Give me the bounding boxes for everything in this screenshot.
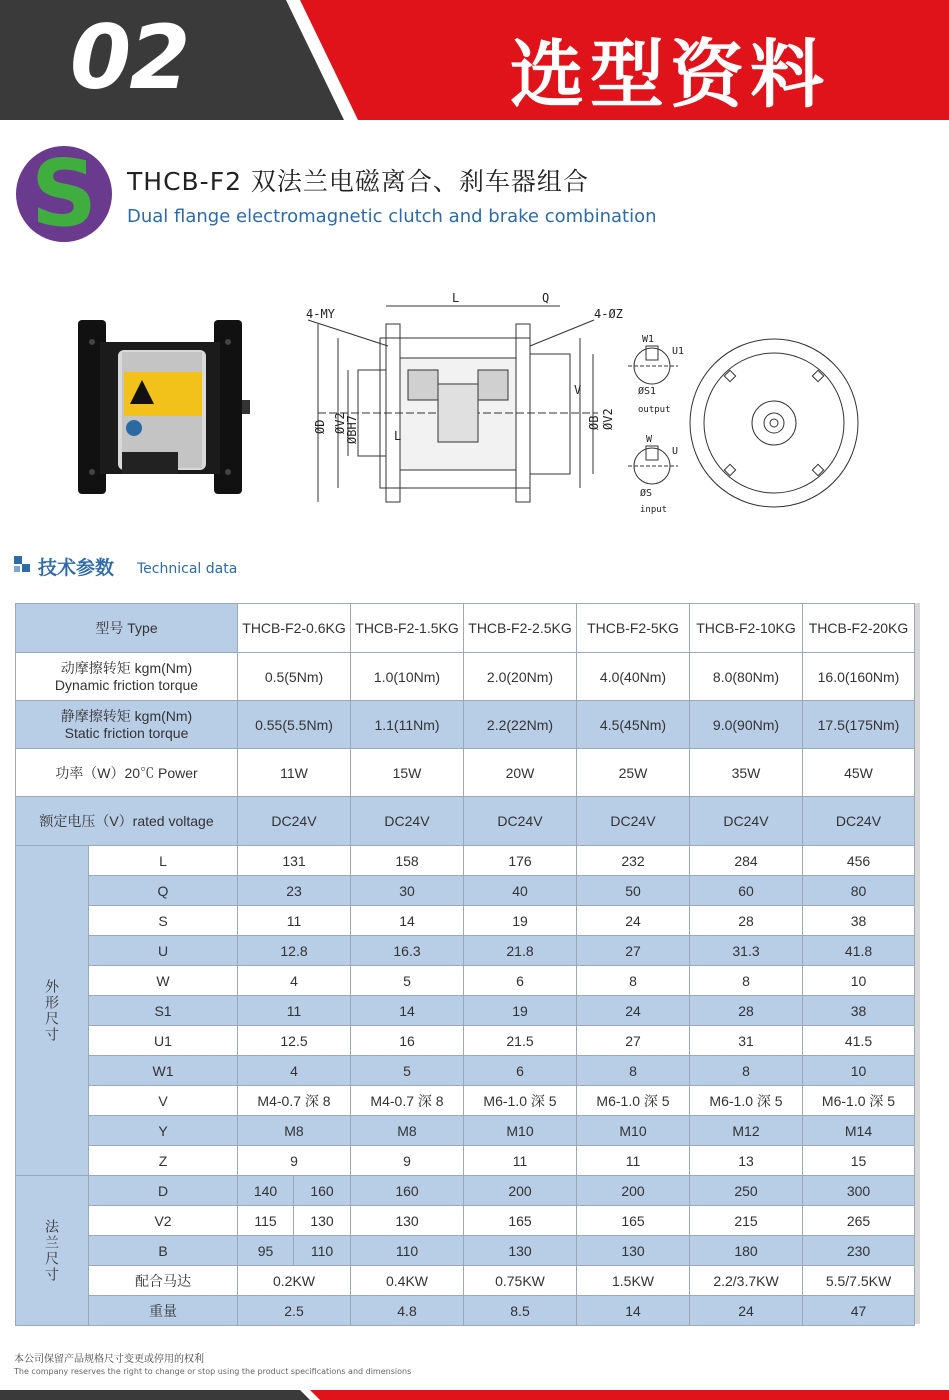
dynamic-torque-row bbox=[16, 653, 915, 701]
table-cell: 165 bbox=[464, 1206, 577, 1236]
table-cell: 0.4KW bbox=[351, 1266, 464, 1296]
table-cell: 19 bbox=[464, 906, 577, 936]
model-cell: THCB-F2-1.5KG bbox=[351, 604, 464, 653]
table-cell: 47 bbox=[803, 1296, 915, 1326]
table-cell: 250 bbox=[690, 1176, 803, 1206]
table-cell: M12 bbox=[690, 1116, 803, 1146]
section-title-cn: 技术参数 bbox=[38, 557, 115, 579]
table-cell: 11W bbox=[238, 749, 351, 797]
table-cell: 60 bbox=[690, 876, 803, 906]
table-cell: 230 bbox=[803, 1236, 915, 1266]
table-cell: 265 bbox=[803, 1206, 915, 1236]
motor-label: 配合马达 bbox=[89, 1266, 238, 1296]
table-cell: 41.5 bbox=[803, 1026, 915, 1056]
table-cell: DC24V bbox=[238, 797, 351, 846]
table-cell: 17.5(175Nm) bbox=[803, 701, 915, 749]
label-U1: U1 bbox=[672, 346, 685, 357]
table-cell: M6-1.0 深 5 bbox=[690, 1086, 803, 1116]
outline-row-W bbox=[16, 966, 915, 996]
table-cell: DC24V bbox=[577, 797, 690, 846]
table-cell: 9 bbox=[351, 1146, 464, 1176]
table-cell: 23 bbox=[238, 876, 351, 906]
label-4-z: 4-ØZ bbox=[594, 307, 623, 321]
label-V: V bbox=[574, 383, 582, 397]
table-cell: 131 bbox=[238, 846, 351, 876]
dim-label: W1 bbox=[89, 1056, 238, 1086]
table-cell: 176 bbox=[464, 846, 577, 876]
table-cell: 25W bbox=[577, 749, 690, 797]
table-cell: 130 bbox=[294, 1206, 351, 1236]
weight-label: 重量 bbox=[89, 1296, 238, 1326]
table-cell: DC24V bbox=[351, 797, 464, 846]
table-cell: 24 bbox=[577, 906, 690, 936]
table-cell: 50 bbox=[577, 876, 690, 906]
dim-label: Z bbox=[89, 1146, 238, 1176]
table-cell: 2.2(22Nm) bbox=[464, 701, 577, 749]
voltage-label: 额定电压（V）rated voltage bbox=[16, 797, 238, 846]
table-cell: 28 bbox=[690, 996, 803, 1026]
table-cell: 1.1(11Nm) bbox=[351, 701, 464, 749]
model-cell: THCB-F2-20KG bbox=[803, 604, 915, 653]
static-torque-label bbox=[16, 701, 238, 749]
table-cell: 6 bbox=[464, 1056, 577, 1086]
label-W: W bbox=[646, 434, 653, 445]
table-cell: 180 bbox=[690, 1236, 803, 1266]
table-cell: 160 bbox=[294, 1176, 351, 1206]
table-cell: 6 bbox=[464, 966, 577, 996]
table-cell: 13 bbox=[690, 1146, 803, 1176]
table-cell: 5.5/7.5KW bbox=[803, 1266, 915, 1296]
table-cell: 20W bbox=[464, 749, 577, 797]
label-Q: Q bbox=[542, 291, 550, 305]
label-V2-right: ØV2 bbox=[601, 408, 615, 430]
table-cell: 4 bbox=[238, 1056, 351, 1086]
table-cell: 4.5(45Nm) bbox=[577, 701, 690, 749]
dim-label: S bbox=[89, 906, 238, 936]
table-cell: 0.2KW bbox=[238, 1266, 351, 1296]
table-cell: 215 bbox=[690, 1206, 803, 1236]
table-cell: 2.5 bbox=[238, 1296, 351, 1326]
table-cell: 15 bbox=[803, 1146, 915, 1176]
product-photo bbox=[70, 312, 250, 498]
table-cell: 21.8 bbox=[464, 936, 577, 966]
table-cell: 5 bbox=[351, 966, 464, 996]
table-cell: 1.0(10Nm) bbox=[351, 653, 464, 701]
static-torque-label-cn: 静摩擦转矩 kgm(Nm) bbox=[60, 707, 193, 724]
footer-bar bbox=[0, 1390, 949, 1400]
label-V2: ØV2 bbox=[333, 412, 347, 434]
table-cell: 4.8 bbox=[351, 1296, 464, 1326]
table-cell: 0.55(5.5Nm) bbox=[238, 701, 351, 749]
label-S1: ØS1 bbox=[638, 386, 657, 397]
table-cell: 110 bbox=[294, 1236, 351, 1266]
outline-row-S1 bbox=[16, 996, 915, 1026]
outline-row-S bbox=[16, 906, 915, 936]
table-cell: DC24V bbox=[464, 797, 577, 846]
table-cell: M4-0.7 深 8 bbox=[238, 1086, 351, 1116]
label-W1: W1 bbox=[642, 334, 655, 345]
table-cell: 8.5 bbox=[464, 1296, 577, 1326]
table-cell: 10 bbox=[803, 1056, 915, 1086]
table-cell: 140 bbox=[238, 1176, 294, 1206]
table-cell: 10 bbox=[803, 966, 915, 996]
dim-label: Q bbox=[89, 876, 238, 906]
flange-row-V2 bbox=[16, 1206, 915, 1236]
table-cell: 31.3 bbox=[690, 936, 803, 966]
table-cell: 11 bbox=[464, 1146, 577, 1176]
dim-label: W bbox=[89, 966, 238, 996]
table-cell: 27 bbox=[577, 936, 690, 966]
label-D: ØD bbox=[313, 419, 327, 434]
table-cell: 15W bbox=[351, 749, 464, 797]
dim-label: Y bbox=[89, 1116, 238, 1146]
table-cell: 9 bbox=[238, 1146, 351, 1176]
table-cell: M8 bbox=[238, 1116, 351, 1146]
table-cell: 14 bbox=[351, 906, 464, 936]
table-cell: 12.8 bbox=[238, 936, 351, 966]
label-output: output bbox=[638, 405, 671, 415]
table-cell: 27 bbox=[577, 1026, 690, 1056]
dim-label: S1 bbox=[89, 996, 238, 1026]
table-cell: M6-1.0 深 5 bbox=[803, 1086, 915, 1116]
outline-row-L bbox=[16, 846, 915, 876]
table-cell: 11 bbox=[238, 906, 351, 936]
table-cell: 284 bbox=[690, 846, 803, 876]
table-cell: 4 bbox=[238, 966, 351, 996]
static-torque-label-en: Static friction torque bbox=[64, 724, 189, 741]
table-cell: 38 bbox=[803, 996, 915, 1026]
table-cell: 1.5KW bbox=[577, 1266, 690, 1296]
flange-row-D bbox=[16, 1176, 915, 1206]
model-cell: THCB-F2-10KG bbox=[690, 604, 803, 653]
table-cell: 14 bbox=[577, 1296, 690, 1326]
table-cell: 95 bbox=[238, 1236, 294, 1266]
company-logo bbox=[16, 140, 112, 247]
table-cell: 158 bbox=[351, 846, 464, 876]
table-cell: 2.2/3.7KW bbox=[690, 1266, 803, 1296]
table-cell: 8 bbox=[690, 1056, 803, 1086]
label-B: ØB bbox=[587, 415, 601, 430]
table-cell: M10 bbox=[464, 1116, 577, 1146]
technical-drawing bbox=[298, 284, 870, 530]
logo-letter: S bbox=[30, 140, 98, 247]
model-cell: THCB-F2-5KG bbox=[577, 604, 690, 653]
outline-row-U1 bbox=[16, 1026, 915, 1056]
table-cell: DC24V bbox=[803, 797, 915, 846]
table-cell: DC24V bbox=[690, 797, 803, 846]
table-cell: 115 bbox=[238, 1206, 294, 1236]
table-cell: M8 bbox=[351, 1116, 464, 1146]
table-cell: 9.0(90Nm) bbox=[690, 701, 803, 749]
label-U: U bbox=[672, 446, 679, 457]
label-input: input bbox=[640, 505, 668, 515]
model-cell: THCB-F2-0.6KG bbox=[238, 604, 351, 653]
table-cell: 8.0(80Nm) bbox=[690, 653, 803, 701]
table-cell: M4-0.7 深 8 bbox=[351, 1086, 464, 1116]
section-icon bbox=[14, 556, 32, 574]
table-cell: 16 bbox=[351, 1026, 464, 1056]
static-torque-row bbox=[16, 701, 915, 749]
table-cell: 24 bbox=[690, 1296, 803, 1326]
table-cell: M6-1.0 深 5 bbox=[464, 1086, 577, 1116]
dim-label: U bbox=[89, 936, 238, 966]
table-cell: 35W bbox=[690, 749, 803, 797]
table-cell: 12.5 bbox=[238, 1026, 351, 1056]
outline-row-W1 bbox=[16, 1056, 915, 1086]
dynamic-torque-label bbox=[16, 653, 238, 701]
outline-row-Y bbox=[16, 1116, 915, 1146]
table-cell: 16.0(160Nm) bbox=[803, 653, 915, 701]
table-cell: M10 bbox=[577, 1116, 690, 1146]
table-cell: 0.5(5Nm) bbox=[238, 653, 351, 701]
dim-label: U1 bbox=[89, 1026, 238, 1056]
flange-row-B bbox=[16, 1236, 915, 1266]
power-row bbox=[16, 749, 915, 797]
label-L: L bbox=[452, 291, 460, 305]
outline-row-V bbox=[16, 1086, 915, 1116]
dim-label: L bbox=[89, 846, 238, 876]
table-cell: M14 bbox=[803, 1116, 915, 1146]
table-cell: M6-1.0 深 5 bbox=[577, 1086, 690, 1116]
table-cell: 40 bbox=[464, 876, 577, 906]
table-cell: 0.75KW bbox=[464, 1266, 577, 1296]
table-cell: 130 bbox=[351, 1206, 464, 1236]
label-L-small: L bbox=[394, 429, 402, 443]
table-cell: 38 bbox=[803, 906, 915, 936]
table-cell: 200 bbox=[464, 1176, 577, 1206]
footer-note-cn: 本公司保留产品规格尺寸变更或停用的权利 bbox=[14, 1354, 204, 1365]
dim-label: B bbox=[89, 1236, 238, 1266]
table-cell: 110 bbox=[351, 1236, 464, 1266]
table-cell: 11 bbox=[238, 996, 351, 1026]
footer-note-en: The company reserves the right to change or stop using the product specifications and dimensions bbox=[14, 1367, 412, 1376]
dim-label: V2 bbox=[89, 1206, 238, 1236]
dynamic-torque-label-en: Dynamic friction torque bbox=[54, 676, 199, 693]
dynamic-torque-label-cn: 动摩擦转矩 kgm(Nm) bbox=[60, 659, 193, 676]
table-cell: 130 bbox=[464, 1236, 577, 1266]
table-cell: 11 bbox=[577, 1146, 690, 1176]
product-title-cn: THCB-F2 双法兰电磁离合、刹车器组合 bbox=[127, 167, 589, 196]
table-cell: 41.8 bbox=[803, 936, 915, 966]
dim-label: D bbox=[89, 1176, 238, 1206]
flange-group-label: 法兰尺寸 bbox=[16, 1176, 89, 1326]
table-cell: 8 bbox=[577, 966, 690, 996]
table-cell: 232 bbox=[577, 846, 690, 876]
table-cell: 16.3 bbox=[351, 936, 464, 966]
table-cell: 30 bbox=[351, 876, 464, 906]
table-cell: 31 bbox=[690, 1026, 803, 1056]
power-label: 功率（W）20℃ Power bbox=[16, 749, 238, 797]
outline-row-Z bbox=[16, 1146, 915, 1176]
table-cell: 14 bbox=[351, 996, 464, 1026]
table-cell: 8 bbox=[577, 1056, 690, 1086]
outline-row-Q bbox=[16, 876, 915, 906]
table-cell: 300 bbox=[803, 1176, 915, 1206]
motor-row bbox=[16, 1266, 915, 1296]
dim-label: V bbox=[89, 1086, 238, 1116]
outline-group-label: 外形尺寸 bbox=[16, 846, 89, 1176]
table-cell: 19 bbox=[464, 996, 577, 1026]
outline-row-U bbox=[16, 936, 915, 966]
model-cell: THCB-F2-2.5KG bbox=[464, 604, 577, 653]
technical-data-table bbox=[15, 603, 915, 1326]
table-cell: 160 bbox=[351, 1176, 464, 1206]
table-cell: 130 bbox=[577, 1236, 690, 1266]
table-cell: 80 bbox=[803, 876, 915, 906]
table-cell: 200 bbox=[577, 1176, 690, 1206]
table-cell: 24 bbox=[577, 996, 690, 1026]
table-cell: 5 bbox=[351, 1056, 464, 1086]
header-banner bbox=[0, 0, 949, 120]
voltage-row bbox=[16, 797, 915, 846]
banner-title: 选型资料 bbox=[510, 32, 830, 118]
table-cell: 4.0(40Nm) bbox=[577, 653, 690, 701]
label-S: ØS bbox=[640, 488, 653, 499]
table-header-row bbox=[16, 604, 915, 653]
label-BH7: ØBH7 bbox=[345, 415, 359, 444]
table-cell: 8 bbox=[690, 966, 803, 996]
product-title-en: Dual flange electromagnetic clutch and brake combination bbox=[127, 206, 657, 227]
table-cell: 165 bbox=[577, 1206, 690, 1236]
table-cell: 21.5 bbox=[464, 1026, 577, 1056]
table-cell: 45W bbox=[803, 749, 915, 797]
type-label: 型号 Type bbox=[16, 604, 238, 653]
label-4-my: 4-MY bbox=[306, 307, 335, 321]
table-cell: 28 bbox=[690, 906, 803, 936]
section-number: 02 bbox=[70, 6, 189, 109]
table-cell: 2.0(20Nm) bbox=[464, 653, 577, 701]
section-title-en: Technical data bbox=[137, 561, 238, 577]
table-cell: 456 bbox=[803, 846, 915, 876]
weight-row bbox=[16, 1296, 915, 1326]
